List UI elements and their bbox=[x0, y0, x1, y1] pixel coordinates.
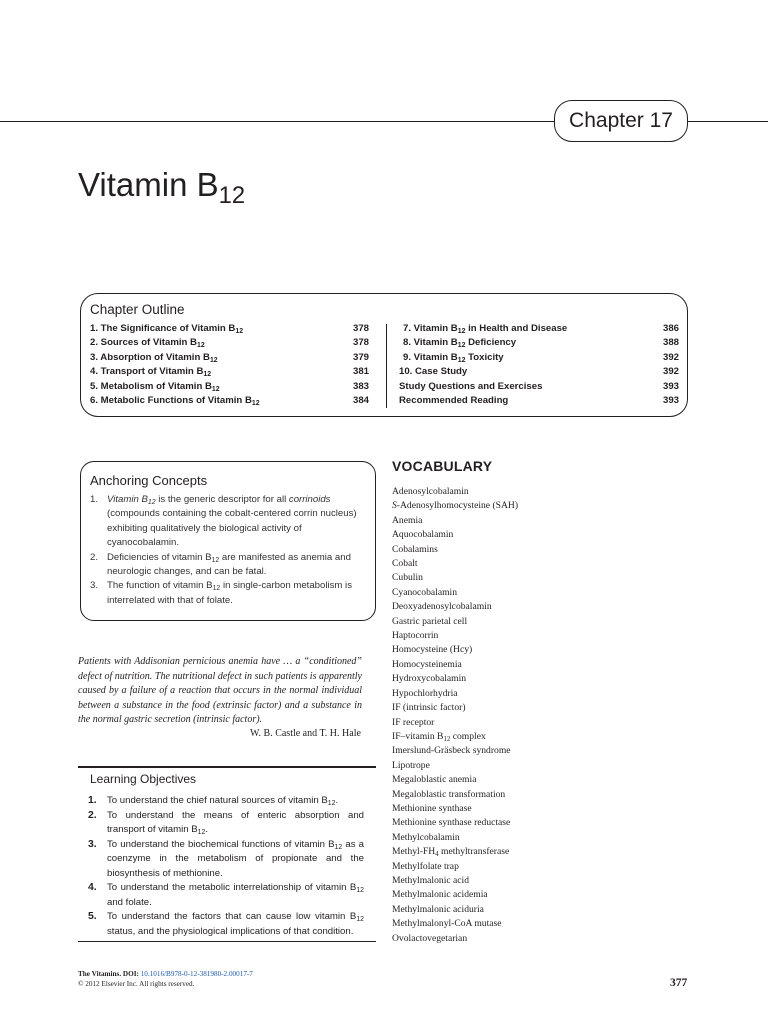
learning-objectives-heading: Learning Objectives bbox=[90, 772, 197, 786]
outline-entry[interactable]: 4. Transport of Vitamin $B_{12}$ 381 bbox=[90, 366, 369, 379]
epigraph-attribution: W. B. Castle and T. H. Hale bbox=[250, 728, 361, 739]
footer-copyright: © 2012 Elsevier Inc. All rights reserved. bbox=[78, 980, 195, 988]
vocabulary-term: Anemia bbox=[392, 514, 423, 526]
vocabulary-term: Methyl-$FH_4$ methyltransferase bbox=[392, 846, 510, 859]
outline-right-column bbox=[399, 322, 679, 408]
vocabulary-term: Deoxyadenosylcobalamin bbox=[392, 601, 492, 613]
vocabulary-term: Megaloblastic transformation bbox=[392, 788, 506, 800]
outline-entry[interactable]: 10. Case Study 392 bbox=[399, 365, 679, 379]
outline-page-number: 393 bbox=[662, 394, 679, 406]
list-item: 1. To understand the chief natural sources of vitamin $B_{12}$. bbox=[88, 795, 339, 808]
vocabulary-term: IF (intrinsic factor) bbox=[392, 702, 466, 714]
outline-page-number: 392 bbox=[662, 351, 679, 363]
outline-page-number: 386 bbox=[662, 323, 679, 334]
header-rule-left bbox=[0, 121, 556, 122]
vocabulary-term: Methionine synthase reductase bbox=[392, 817, 511, 829]
vocabulary-term: Cubulin bbox=[392, 572, 423, 584]
outline-page-number: 381 bbox=[352, 366, 369, 378]
list-item: 5. To understand the factors that can cause low vitamin $B_{12}$ status, and the physiological implications of that condition. bbox=[88, 911, 364, 937]
chapter-label: Chapter 17 bbox=[554, 100, 688, 142]
list-item: 1. Vitamin $B_{12}$ is the generic descriptor for all corrinoids (compounds containing the cobalt-centered corrin nucleus) exhibiting qualitatively the biological activity of cyanocobalamin. bbox=[90, 494, 357, 549]
vocabulary-term: Cobalamins bbox=[392, 543, 438, 555]
vocabulary-term: Methylcobalamin bbox=[392, 831, 460, 843]
learning-objectives-top-rule bbox=[78, 766, 376, 768]
outline-page-number: 383 bbox=[352, 380, 369, 392]
outline-page-number: 392 bbox=[662, 366, 679, 378]
doi-link[interactable]: 10.1016/B978-0-12-381980-2.00017-7 bbox=[140, 970, 253, 978]
vocabulary-term: S-Adenosylhomocysteine (SAH) bbox=[392, 500, 519, 512]
epigraph-text: Patients with Addisonian pernicious anemia have … a “conditioned” defect of nutrition. The nutritional defect in such patients is apparently caused by a failure of a reaction that occurs in the normal individual between a substance in the food (extrinsic factor) and a substance in the normal gastric secretion (intrinsic factor). bbox=[78, 656, 362, 726]
vocabulary-term: Methylmalonyl-CoA mutase bbox=[392, 918, 502, 930]
vocabulary-term: Homocysteinemia bbox=[392, 658, 462, 670]
list-item: 3. The function of vitamin $B_{12}$ in single-carbon metabolism is interrelated with that of folate. bbox=[90, 580, 352, 606]
vocabulary-term: Methylmalonic acidemia bbox=[392, 889, 488, 901]
vocabulary-term: Methionine synthase bbox=[392, 802, 472, 814]
chapter-title-text: Vitamin B bbox=[78, 166, 219, 203]
outline-entry[interactable]: 5. Metabolism of Vitamin $B_{12}$ 383 bbox=[90, 380, 369, 393]
learning-objectives-bottom-rule bbox=[78, 941, 376, 942]
vocabulary-term: Homocysteine (Hcy) bbox=[392, 644, 473, 656]
outline-column-divider bbox=[386, 324, 387, 408]
list-item: 4. To understand the metabolic interrelationship of vitamin $B_{12}$ and folate. bbox=[88, 882, 364, 908]
outline-entry[interactable]: 6. Metabolic Functions of Vitamin $B_{12}$ 384 bbox=[90, 394, 369, 408]
header-rule-right bbox=[688, 121, 768, 122]
vocabulary-term: Methylmalonic aciduria bbox=[392, 903, 484, 915]
vocabulary-term: Hypochlorhydria bbox=[392, 687, 458, 699]
outline-entry[interactable]: 7. Vitamin $B_{12}$ in Health and Disease 386 bbox=[403, 323, 679, 336]
vocabulary-term: Gastric parietal cell bbox=[392, 615, 468, 627]
vocabulary-term: Adenosylcobalamin bbox=[392, 486, 469, 497]
anchoring-concepts-list bbox=[90, 493, 366, 608]
outline-entry[interactable]: 1. The Significance of Vitamin $B_{12}$ 378 bbox=[90, 323, 369, 336]
vocabulary-term: IF receptor bbox=[392, 716, 435, 728]
vocabulary-heading: VOCABULARY bbox=[392, 458, 493, 474]
vocabulary-term: Ovolactovegetarian bbox=[392, 932, 468, 944]
page-number: 377 bbox=[670, 977, 688, 989]
vocabulary-term: Aquocobalamin bbox=[392, 529, 454, 541]
outline-entry[interactable]: Recommended Reading 393 bbox=[399, 394, 679, 408]
list-item: 2. To understand the means of enteric absorption and transport of vitamin $B_{12}$. bbox=[88, 809, 364, 837]
vocabulary-term: Cyanocobalamin bbox=[392, 586, 458, 598]
vocabulary-term: Hydroxycobalamin bbox=[392, 673, 467, 685]
chapter-title-subscript: 12 bbox=[218, 182, 246, 210]
learning-objectives-list bbox=[88, 794, 364, 939]
vocabulary-term: Methylfolate trap bbox=[392, 860, 459, 872]
vocabulary-term: IF–vitamin $B_{12}$ complex bbox=[392, 730, 486, 743]
vocabulary-term: Cobalt bbox=[392, 558, 418, 570]
chapter-outline-heading: Chapter Outline bbox=[90, 302, 185, 317]
vocabulary-term: Haptocorrin bbox=[392, 630, 439, 642]
list-item: 3. To understand the biochemical functions of vitamin $B_{12}$ as a coenzyme in the metabolism of propionate and the biosynthesis of methionine. bbox=[88, 838, 364, 879]
vocabulary-term: Imerslund-Gräsbeck syndrome bbox=[392, 745, 511, 757]
outline-entry[interactable]: 9. Vitamin $B_{12}$ Toxicity 392 bbox=[403, 351, 679, 364]
outline-left-column bbox=[90, 322, 369, 408]
outline-entry[interactable]: Study Questions and Exercises 393 bbox=[399, 380, 679, 394]
outline-entry[interactable]: 8. Vitamin $B_{12}$ Deficiency 388 bbox=[403, 337, 679, 350]
anchoring-concepts-heading: Anchoring Concepts bbox=[90, 473, 208, 488]
chapter-title bbox=[78, 166, 246, 210]
outline-page-number: 393 bbox=[662, 380, 679, 392]
list-item: 2. Deficiencies of vitamin $B_{12}$ are manifested as anemia and neurologic changes, and can be fatal. bbox=[90, 551, 351, 578]
vocabulary-list bbox=[392, 485, 518, 946]
outline-page-number: 384 bbox=[352, 394, 369, 406]
vocabulary-term: Megaloblastic anemia bbox=[392, 774, 477, 786]
outline-page-number: 378 bbox=[352, 323, 369, 334]
outline-entry[interactable]: 2. Sources of Vitamin $B_{12}$ 378 bbox=[90, 337, 369, 350]
vocabulary-term: Methylmalonic acid bbox=[392, 874, 469, 886]
footer-book-label: The Vitamins. DOI: bbox=[78, 970, 141, 978]
vocabulary-term: Lipotrope bbox=[392, 759, 430, 771]
outline-page-number: 379 bbox=[352, 351, 369, 363]
outline-page-number: 388 bbox=[662, 337, 679, 349]
outline-page-number: 378 bbox=[352, 337, 369, 349]
footer-citation bbox=[78, 969, 253, 989]
outline-entry[interactable]: 3. Absorption of Vitamin $B_{12}$ 379 bbox=[90, 351, 369, 364]
